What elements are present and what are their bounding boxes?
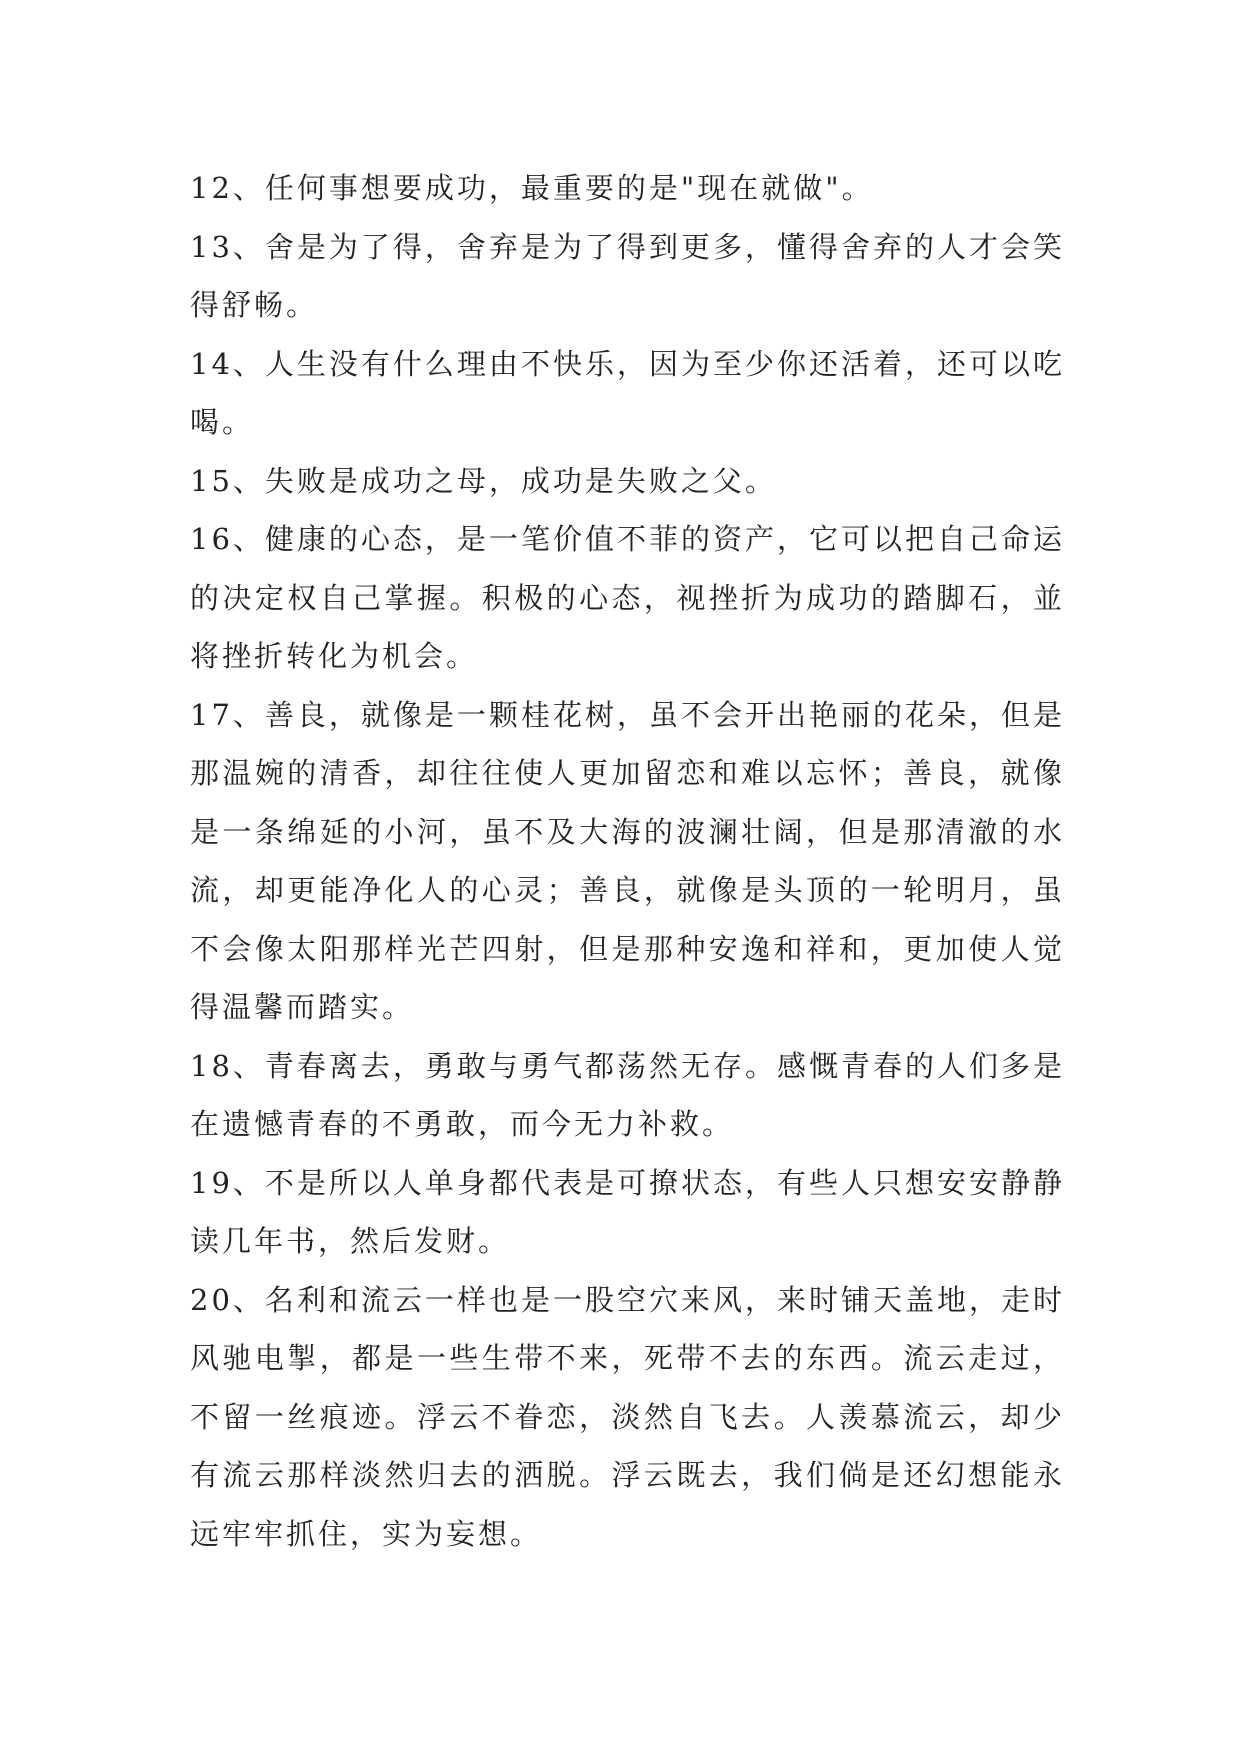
paragraph-16: 16、健康的心态，是一笔价值不菲的资产，它可以把自己命运的决定权自己掌握。积极的心态，视挫折为成功的踏脚石，並将挫折转化为机会。 (190, 522, 1065, 673)
paragraph-13: 13、舍是为了得，舍弃是为了得到更多，懂得舍弃的人才会笑得舒畅。 (190, 229, 1065, 322)
paragraph-20: 20、名利和流云一样也是一股空穴来风，来时铺天盖地，走时风驰电掣，都是一些生带不来，死带不去的东西。流云走过，不留一丝痕迹。浮云不眷恋，淡然自飞去。人羡慕流云，却少有流云那样淡然归去的洒脱。浮云既去，我们倘是还幻想能永远牢牢抓住，实为妄想。 (190, 1282, 1065, 1551)
paragraph-19: 19、不是所以人单身都代表是可撩状态，有些人只想安安静静读几年书，然后发财。 (190, 1165, 1065, 1258)
paragraph-18: 18、青春离去，勇敢与勇气都荡然无存。感慨青春的人们多是在遗憾青春的不勇敢，而今无力补救。 (190, 1048, 1065, 1141)
paragraph-14: 14、人生没有什么理由不快乐，因为至少你还活着，还可以吃喝。 (190, 346, 1065, 439)
document-body (190, 159, 1065, 1563)
paragraph-17: 17、善良，就像是一颗桂花树，虽不会开出艳丽的花朵，但是那温婉的清香，却往往使人更加留恋和难以忘怀；善良，就像是一条绵延的小河，虽不及大海的波澜壮阔，但是那清澈的水流，却更能净化人的心灵；善良，就像是头顶的一轮明月，虽不会像太阳那样光芒四射，但是那种安逸和祥和，更加使人觉得温馨而踏实。 (190, 697, 1065, 1024)
paragraph-15: 15、失败是成功之母，成功是失败之父。 (190, 463, 777, 498)
paragraph-12: 12、任何事想要成功，最重要的是"现在就做"。 (190, 171, 874, 205)
